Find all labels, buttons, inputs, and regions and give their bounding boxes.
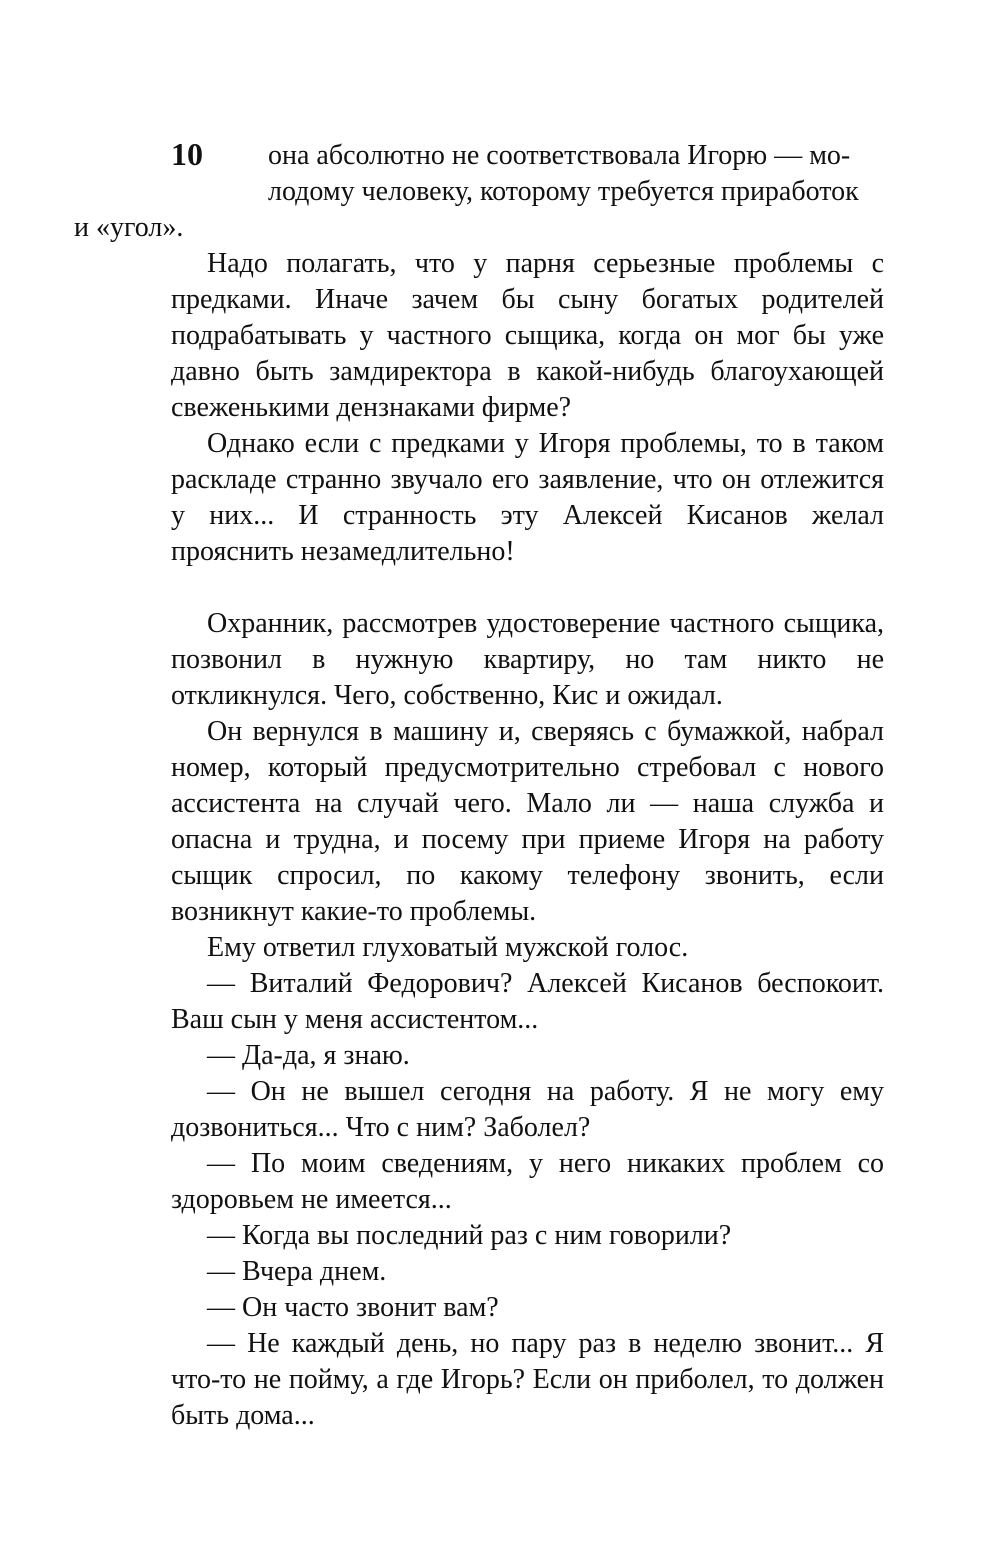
page-number: 10 — [171, 136, 203, 172]
dialogue-line: — Вчера днем. — [207, 1256, 387, 1287]
page-body — [74, 138, 884, 1434]
paragraph-continued — [74, 138, 884, 246]
text-line: она абсолютно не соответствовала Игорю — мо- — [268, 140, 851, 171]
paragraph: Надо полагать, что у парня серьезные проблемы с предками. Иначе зачем бы сыну богатых родителей подрабатывать у частного сыщика, когда он мог бы уже давно быть замдиректора в какой-нибудь благоухающей свеженькими дензнаками фирме? — [171, 248, 884, 423]
text-line: лодому человеку, которому требуется приработок — [268, 176, 859, 207]
dialogue-line: — Когда вы последний раз с ним говорили? — [207, 1220, 732, 1251]
paragraph: Однако если с предками у Игоря проблемы, то в таком раскладе странно звучало его заявление, что он отлежится у них... И странность эту Алексей Кисанов желал прояснить незамедлительно! — [171, 428, 884, 567]
dialogue-line: — По моим сведениям, у него никаких проблем со здоровьем не имеется... — [171, 1148, 884, 1215]
paragraph: Охранник, рассмотрев удостоверение частного сыщика, позвонил в нужную квартиру, но там никто не откликнулся. Чего, собственно, Кис и ожидал. — [171, 608, 884, 711]
dialogue-line: — Не каждый день, но пару раз в неделю звонит... Я что-то не пойму, а где Игорь? Если он приболел, то должен быть дома... — [171, 1328, 884, 1431]
dialogue-line: — Он часто звонит вам? — [207, 1292, 499, 1323]
dialogue-line: — Виталий Федорович? Алексей Кисанов беспокоит. Ваш сын у меня ассистентом... — [171, 968, 884, 1035]
paragraph: Он вернулся в машину и, сверяясь с бумажкой, набрал номер, который предусмотрительно стребовал с нового ассистента на случай чего. Мало ли — наша служба и опасна и трудна, и посему при приеме Игоря на работу сыщик спросил, по какому телефону звонить, если возникнут какие-то проблемы. — [171, 716, 884, 927]
dialogue-line: — Да-да, я знаю. — [207, 1040, 410, 1071]
section-break — [171, 570, 884, 606]
text-line: и «угол». — [74, 212, 184, 243]
paragraph: Ему ответил глуховатый мужской голос. — [207, 932, 689, 963]
dialogue-line: — Он не вышел сегодня на работу. Я не могу ему дозвониться... Что с ним? Заболел? — [171, 1076, 884, 1143]
